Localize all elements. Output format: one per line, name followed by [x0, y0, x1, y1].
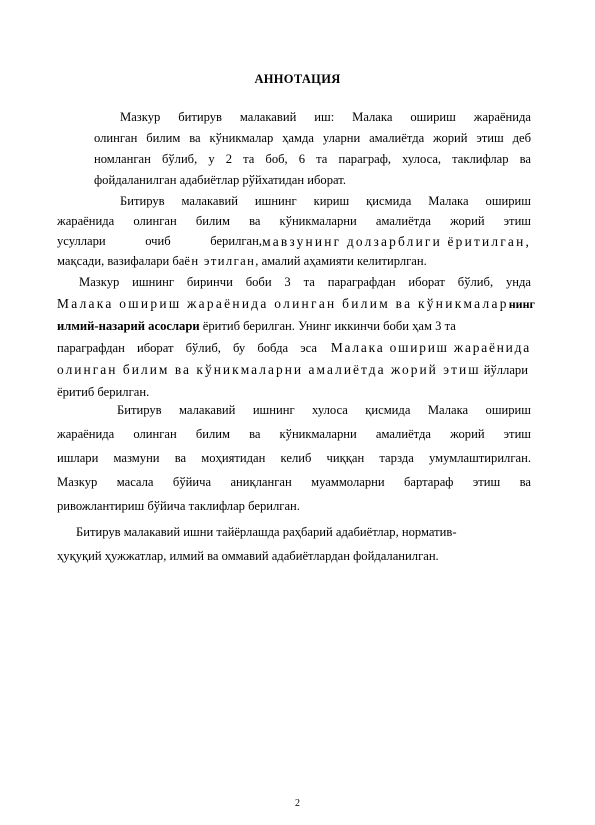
p3-line-1: Мазкур ишнинг биринчи боби 3 та параграфдан иборат бўлиб, унда [79, 275, 531, 289]
p4-line-3: ишлари мазмуни ва моҳиятидан келиб чиққан тарзда умумлаштирилган. [57, 451, 531, 465]
p1-line-4: фойдаланилган адабиётлар рўйхатидан иборат. [94, 173, 346, 187]
paragraph-3 [57, 271, 535, 403]
page-number: 2 [295, 798, 300, 809]
p4-line-4: Мазкур масала бўйича аниқланган муаммоларни бартараф этиш ва [57, 475, 531, 489]
p5-line-1: Битирув малакавий ишни тайёрлашда раҳбарий адабиётлар, норматив- [76, 525, 457, 539]
p1-line-1: Мазкур битирув малакавий иш: Малака ошириш жараёнида [120, 110, 531, 124]
p3-line-2: Малака ошириш жараёнида олинган билим ва кўникмалар нинг [57, 296, 535, 311]
paragraph-1 [94, 107, 531, 191]
p2-line-2: жараёнида олинган билим ва кўникмаларни амалиётда жорий этиш [57, 214, 531, 228]
p4-line-5: ривожлантириш бўйича таклифлар берилган. [57, 499, 300, 513]
p5-line-2: ҳуқуқий ҳужжатлар, илмий ва оммавий адабиётлардан фойдаланилган. [57, 549, 439, 563]
p4-line-1: Битирув малакавий ишнинг хулоса қисмида Малака ошириш [117, 403, 531, 417]
p4-line-2: жараёнида олинган билим ва кўникмаларни амалиётда жорий этиш [57, 427, 531, 441]
annotation-heading: АННОТАЦИЯ [254, 72, 341, 86]
paragraph-5 [57, 520, 531, 568]
paragraph-2 [57, 192, 531, 272]
p3-line-4: параграфдан иборат бўлиб, бу бобда эса Малака ошириш жараёнида [57, 340, 531, 355]
p1-line-3: номланган бўлиб, у 2 та боб, 6 та параграф, хулоса, таклифлар ва [94, 152, 531, 166]
p2-line-1: Битирув малакавий ишнинг кириш қисмида Малака ошириш [120, 194, 531, 208]
paragraph-4 [57, 398, 531, 518]
p2-line-4: мақсади, вазифалари баён этилган, амалий аҳамияти келитирлган. [57, 254, 427, 268]
p2-line-3: усуллари очиб берилган, мавзунинг долзарблиги ёритилган, [57, 234, 531, 249]
p3-line-5: олинган билим ва кўникмаларни амалиётда жорий этиш йўллари [57, 362, 528, 377]
p3-line-6: ёритиб берилган. [57, 385, 150, 399]
p1-line-2: олинган билим ва кўникмалар ҳамда уларни амалиётда жорий этиш деб [94, 131, 531, 145]
p3-line-3: илмий-назарий асослари ёритиб берилган. Унинг иккинчи боби ҳам 3 та [57, 319, 456, 333]
